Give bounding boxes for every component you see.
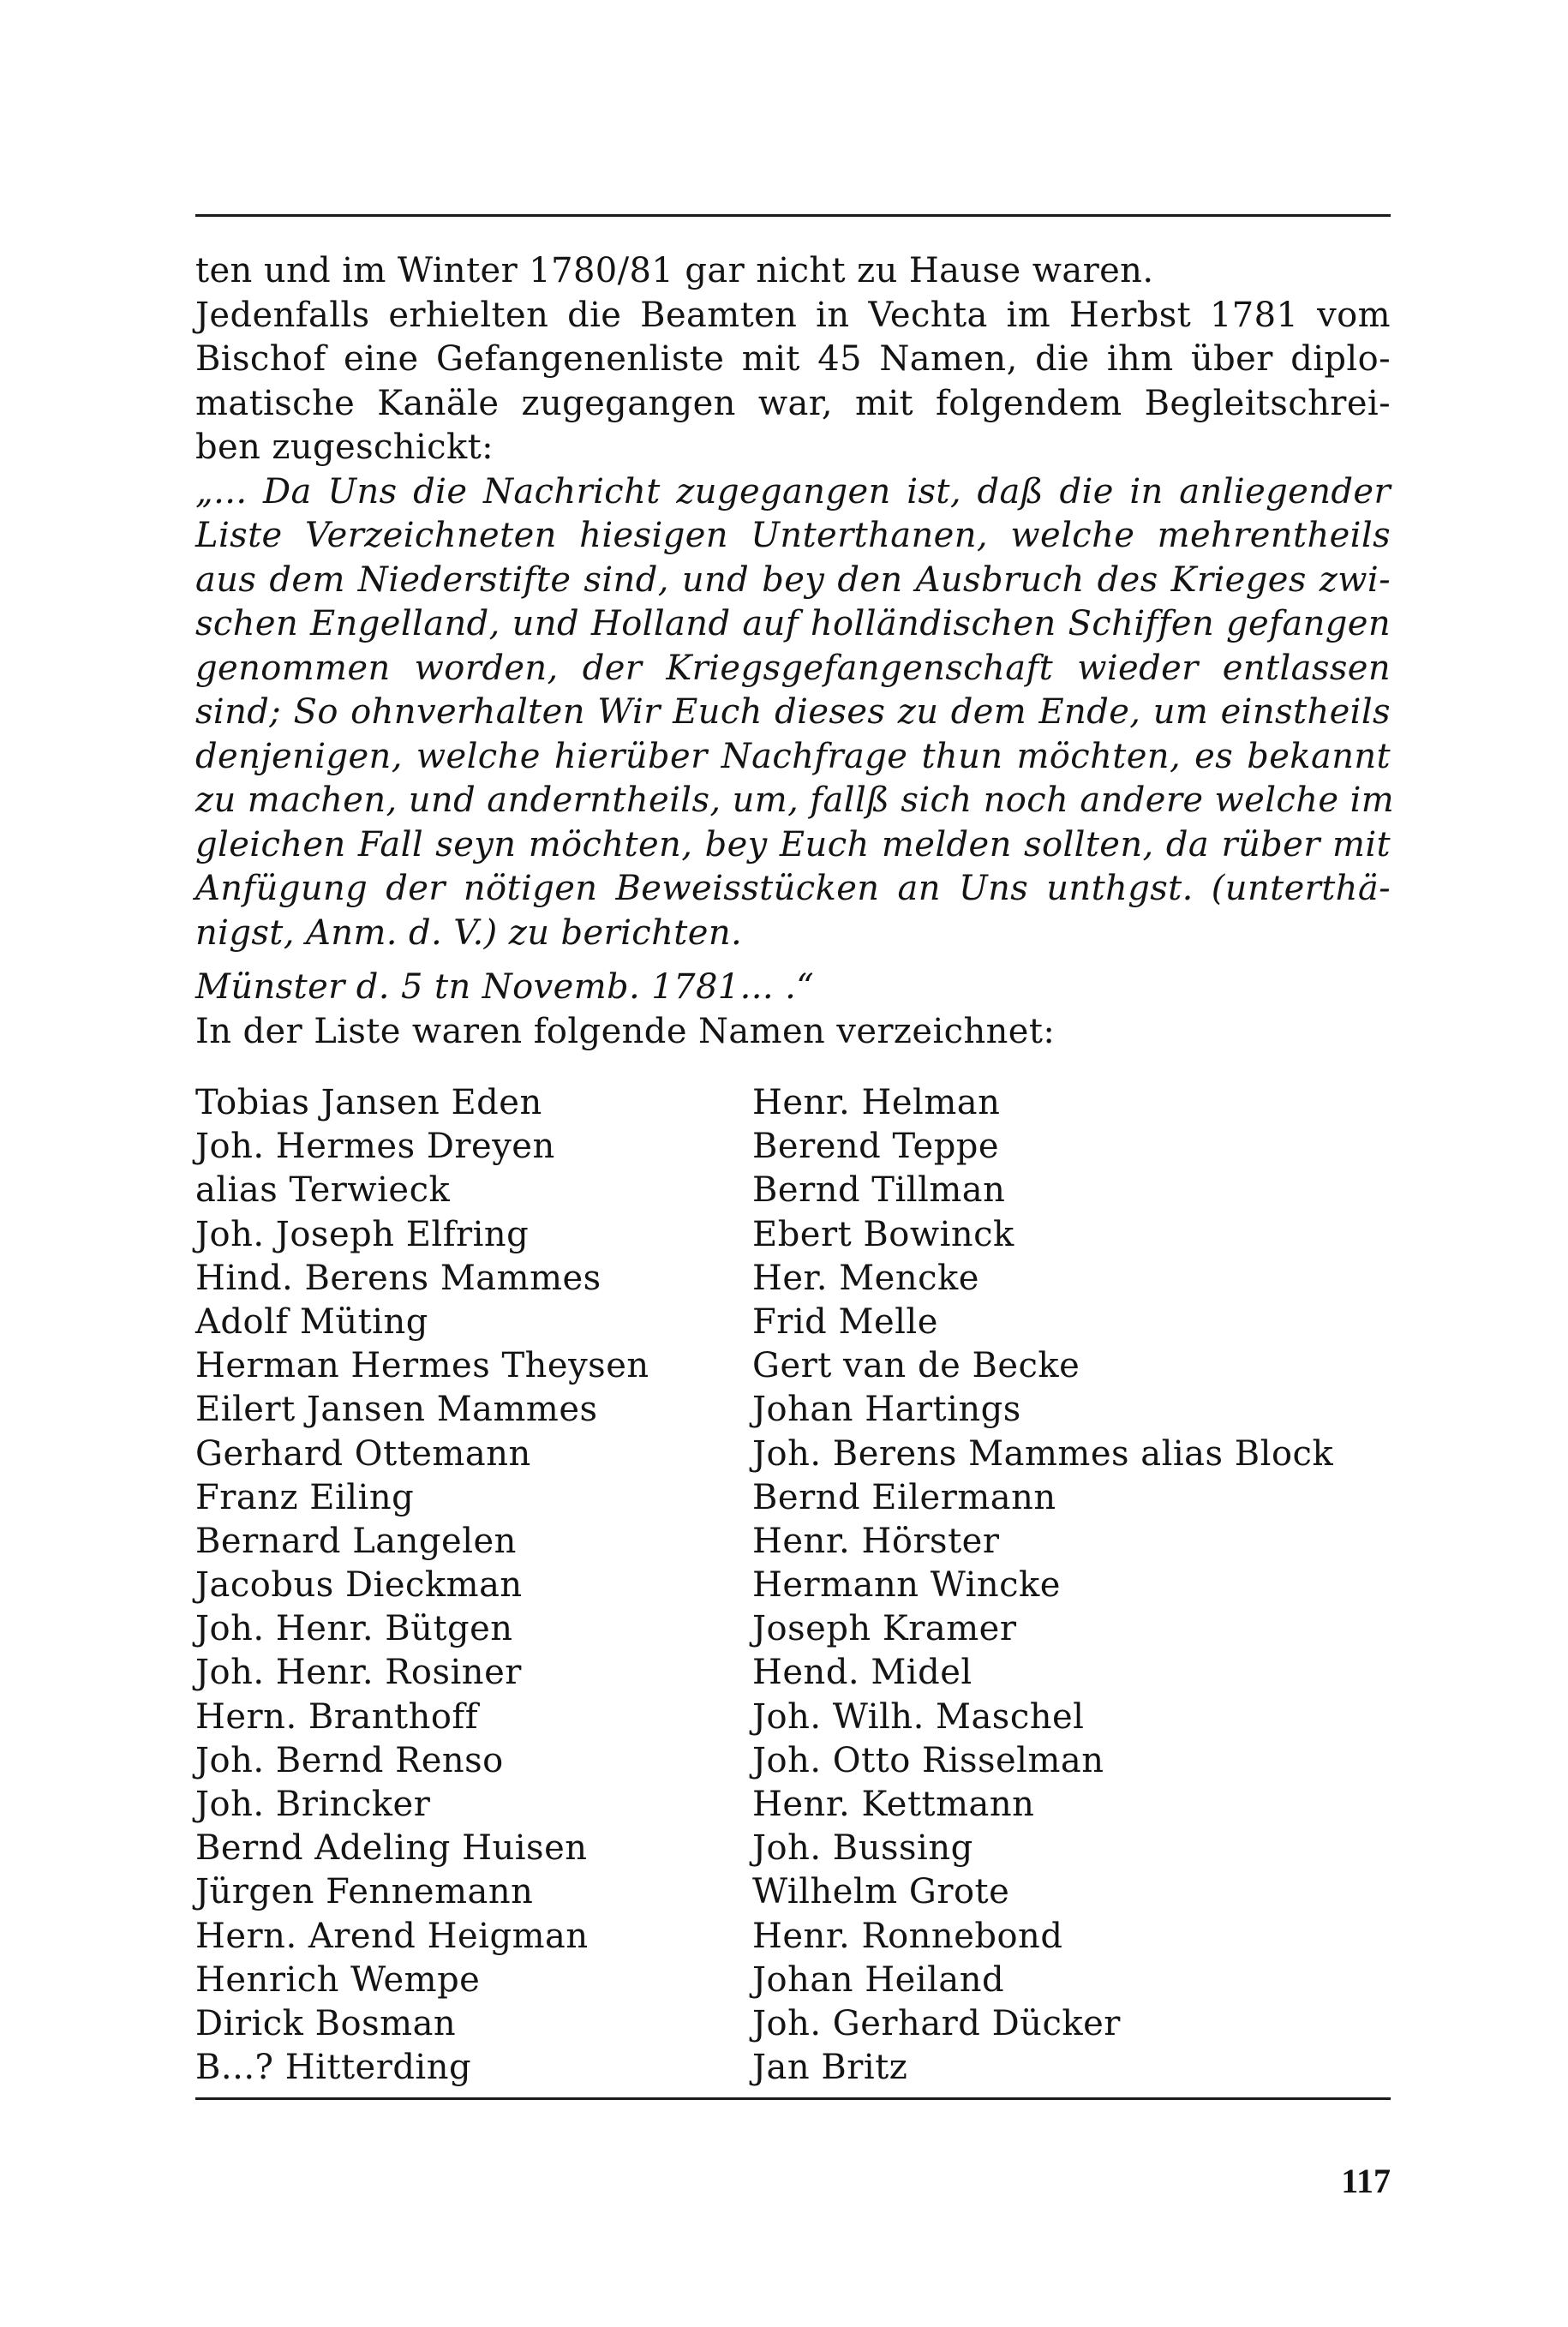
list-item: Dirick Bosman (195, 2003, 457, 2043)
names-column-right (752, 1081, 1333, 2090)
list-item: B...? Hitterding (195, 2048, 472, 2088)
list-item: Gerhard Ottemann (195, 1433, 531, 1474)
list-item: Joh. Hermes Dreyen (195, 1127, 555, 1167)
list-item: Joh. Henr. Bütgen (195, 1609, 513, 1649)
page-number: 117 (1341, 2162, 1391, 2200)
list-item: Franz Eiling (195, 1477, 415, 1517)
paragraph-line: Jedenfalls erhielten die Beamten in Vechta im Herbst 1781 vom (195, 295, 1391, 335)
list-item: Hermann Wincke (752, 1565, 1061, 1606)
list-item: Joh. Gerhard Dücker (752, 2003, 1121, 2043)
quote-line: zu machen, und anderntheils, um, fallß sich noch andere welche im (195, 781, 1395, 820)
list-item: Joh. Bernd Renso (195, 1740, 504, 1780)
list-item: Joh. Berens Mammes alias Block (752, 1433, 1334, 1474)
list-item: Eilert Jansen Mammes (195, 1390, 598, 1430)
list-item: Joh. Bussing (752, 1828, 973, 1869)
list-item: Joh. Otto Risselman (752, 1740, 1104, 1780)
list-item: Wilhelm Grote (752, 1872, 1010, 1912)
paragraph-line: ben zugeschickt: (195, 428, 494, 467)
list-item: Joh. Joseph Elfring (195, 1214, 530, 1254)
paragraph-line: matische Kanäle zugegangen war, mit folgendem Begleitschrei- (195, 383, 1391, 423)
list-item: Jacobus Dieckman (195, 1565, 523, 1606)
list-item: Adolf Müting (195, 1301, 428, 1342)
list-item: Joh. Henr. Rosiner (195, 1653, 522, 1693)
list-item: Johan Hartings (752, 1390, 1021, 1430)
list-item: Bernd Adeling Huisen (195, 1828, 588, 1869)
list-item: Frid Melle (752, 1301, 938, 1342)
list-item: Herman Hermes Theysen (195, 1346, 649, 1386)
list-item: Bernard Langelen (195, 1521, 517, 1561)
list-item: Her. Mencke (752, 1258, 979, 1298)
quote-line: sind; So ohnverhalten Wir Euch dieses zu dem Ende, um einstheils (195, 692, 1391, 732)
names-list (195, 1081, 1395, 2092)
list-item: Berend Teppe (752, 1127, 1000, 1167)
quote-line: Liste Verzeichneten hiesigen Unterthanen, welche mehrentheils (195, 516, 1391, 555)
body-text (195, 249, 1395, 1054)
quote-line: schen Engelland, und Holland auf holländischen Schiffen gefangen (195, 604, 1391, 643)
list-item: Henr. Helman (752, 1083, 1001, 1122)
list-item: Jürgen Fennemann (195, 1872, 534, 1912)
list-item: alias Terwieck (195, 1170, 451, 1211)
list-item: Jan Britz (752, 2048, 908, 2088)
bottom-rule (195, 2097, 1391, 2100)
quote-line: „... Da Uns die Nachricht zugegangen ist, daß die in anliegender (195, 471, 1391, 511)
list-item: Hend. Midel (752, 1653, 973, 1693)
names-column-left (195, 1081, 649, 2090)
list-item: Henr. Ronnebond (752, 1916, 1063, 1956)
list-item: Joh. Wilh. Maschel (752, 1696, 1085, 1737)
top-rule (195, 214, 1391, 217)
quote-line: gleichen Fall seyn möchten, bey Euch melden sollten, da rüber mit (195, 824, 1391, 864)
quote-line: denjenigen, welche hierüber Nachfrage thun möchten, es bekannt (195, 736, 1391, 776)
list-item: Henr. Hörster (752, 1521, 1000, 1561)
paragraph-line: ten und im Winter 1780/81 gar nicht zu Hause waren. (195, 251, 1154, 290)
list-item: Hern. Arend Heigman (195, 1916, 589, 1956)
paragraph-line: Bischof eine Gefangenenliste mit 45 Namen, die ihm über diplo- (195, 339, 1391, 379)
list-item: Hind. Berens Mammes (195, 1258, 601, 1298)
list-intro: In der Liste waren folgende Namen verzeichnet: (195, 1011, 1056, 1051)
list-item: Ebert Bowinck (752, 1214, 1014, 1254)
list-item: Hern. Branthoff (195, 1696, 479, 1737)
list-item: Joh. Brincker (195, 1785, 431, 1824)
dateline: Münster d. 5 tn Novemb. 1781... .“ (195, 967, 815, 1007)
list-item: Henr. Kettmann (752, 1785, 1035, 1824)
quote-line: genommen worden, der Kriegsgefangenschaft wieder entlassen (195, 648, 1391, 688)
quote-line: nigst, Anm. d. V.) zu berichten. (195, 912, 743, 953)
list-item: Gert van de Becke (752, 1346, 1080, 1386)
list-item: Henrich Wempe (195, 1959, 481, 2000)
list-item: Tobias Jansen Eden (195, 1083, 542, 1122)
list-item: Bernd Eilermann (752, 1477, 1056, 1517)
list-item: Johan Heiland (752, 1959, 1005, 2000)
list-item: Bernd Tillman (752, 1170, 1006, 1211)
quote-line: Anfügung der nötigen Beweisstücken an Uns unthgst. (unterthä- (195, 869, 1391, 908)
list-item: Joseph Kramer (752, 1609, 1017, 1649)
quote-line: aus dem Niederstifte sind, und bey den Ausbruch des Krieges zwi- (195, 559, 1391, 600)
